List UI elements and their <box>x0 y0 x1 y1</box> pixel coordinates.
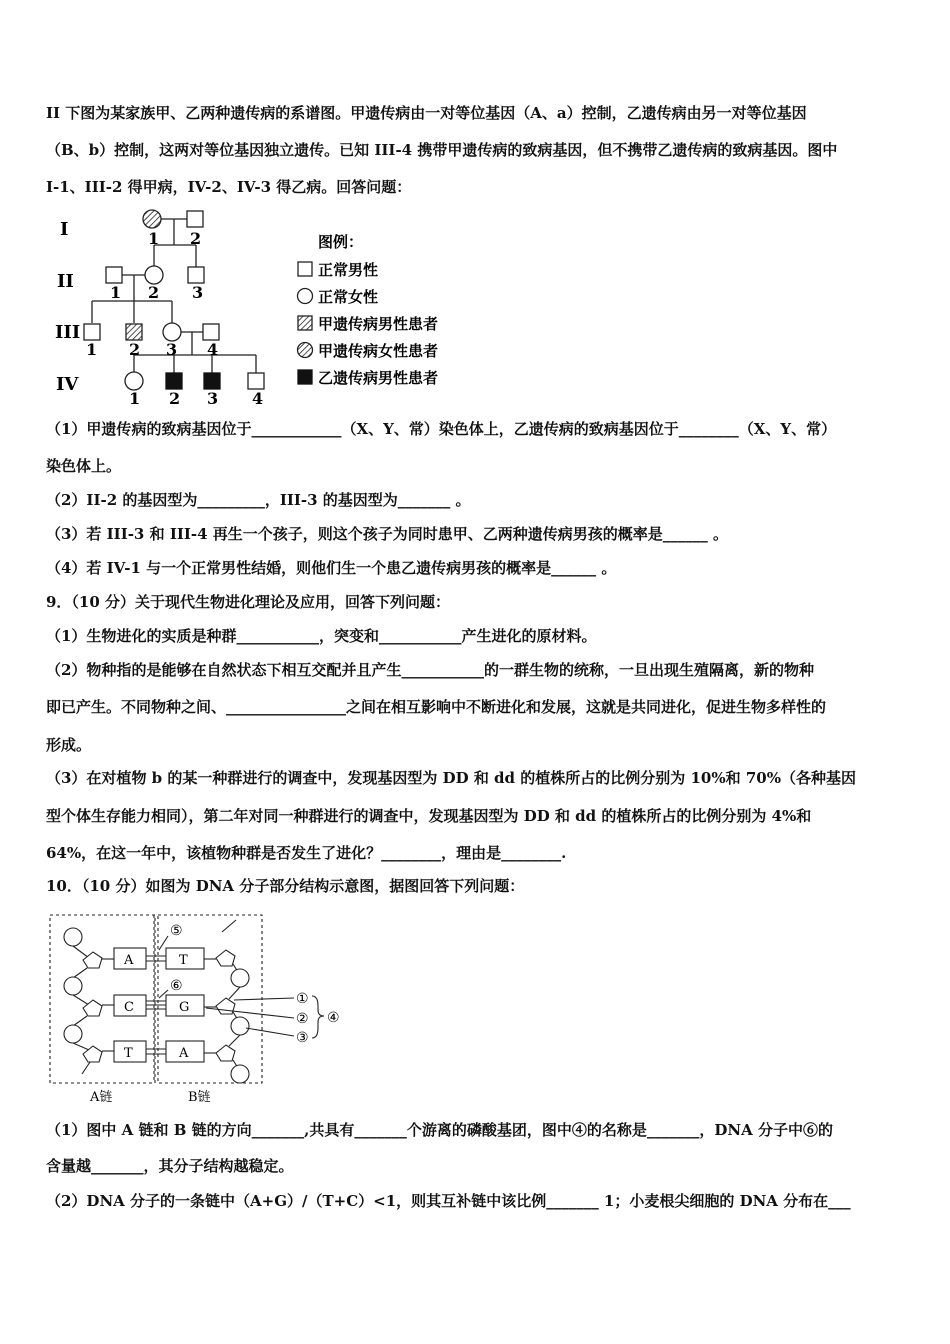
III-1-label: 1 <box>86 340 98 359</box>
legend-yi-male-icon <box>298 370 312 384</box>
a-chain-base-3: T <box>124 1046 133 1061</box>
q8-line-5: （4）若 IV-1 与一个正常男性结婚，则他们生一个患乙遗传病男孩的概率是______ 。 <box>46 559 617 577</box>
IV-2-label: 2 <box>169 389 181 408</box>
legend-normal-male-icon <box>298 262 312 276</box>
q10-line-2: 含量越_______，其分子结构越稳定。 <box>46 1157 294 1175</box>
q9-line-3: 即已产生。不同物种之间、________________之间在相互影响中不断进化和发展，这就是共同进化，促进生物多样性的 <box>46 698 827 716</box>
III-1-normal-male <box>84 324 100 340</box>
dna-structure-diagram <box>46 910 366 1110</box>
III-4-normal-male <box>203 324 219 340</box>
I-1-label: 1 <box>148 229 160 248</box>
b-chain-label: B链 <box>188 1090 211 1105</box>
marker-3: ③ <box>296 1030 309 1046</box>
pedigree-chart <box>46 205 476 410</box>
legend-normal-female-icon <box>298 289 313 304</box>
a-chain-label: A链 <box>90 1090 113 1105</box>
III-2-label: 2 <box>129 340 141 359</box>
marker-2: ② <box>296 1011 309 1027</box>
legend-title: 图例： <box>318 233 364 251</box>
intro-line-2: （B、b）控制，这两对等位基因独立遗传。已知 III-4 携带甲遗传病的致病基因，但不携带乙遗传病的致病基因。图中 <box>46 141 838 159</box>
b-chain-base-1: T <box>179 953 188 968</box>
q8-line-4: （3）若 III-3 和 III-4 再生一个孩子，则这个孩子为同时患甲、乙两种遗传病男孩的概率是______ 。 <box>46 525 728 543</box>
marker-6: ⑥ <box>170 978 183 994</box>
marker-4: ④ <box>327 1010 340 1026</box>
legend-item-normal-female: 正常女性 <box>318 288 379 306</box>
I-2-label: 2 <box>190 229 202 248</box>
q8-line-2: 染色体上。 <box>46 457 122 475</box>
q8-line-3: （2）II-2 的基因型为_________，III-3 的基因型为_______ 。 <box>46 491 471 509</box>
II-3-normal-male <box>188 267 204 283</box>
IV-2-affected-male <box>166 373 182 389</box>
generation-label-II: II <box>57 271 74 292</box>
III-2-affected-male <box>126 324 142 340</box>
generation-label-III: III <box>55 322 81 343</box>
a-chain-base-1: A <box>124 953 134 968</box>
marker-5: ⑤ <box>170 923 183 939</box>
legend-jia-female-icon <box>298 343 313 358</box>
generation-label-I: I <box>60 219 69 240</box>
intro-line-3: I-1、III-2 得甲病，IV-2、IV-3 得乙病。回答问题： <box>46 178 412 196</box>
IV-4-normal-male <box>248 373 264 389</box>
II-1-label: 1 <box>110 283 122 302</box>
I-2-normal-male <box>187 211 203 227</box>
a-chain-base-2: C <box>124 1000 134 1015</box>
II-3-label: 3 <box>192 283 204 302</box>
generation-label-IV: IV <box>56 374 79 395</box>
q9-line-4: 形成。 <box>46 736 92 754</box>
q10-header: 10．（10 分）如图为 DNA 分子部分结构示意图，据图回答下列问题： <box>46 877 525 895</box>
b-chain-base-2: G <box>179 1000 190 1015</box>
q9-line-7: 64%，在这一年中，该植物种群是否发生了进化？________，理由是________. <box>46 844 567 862</box>
q9-line-6: 型个体生存能力相同），第二年对同一种群进行的调查中，发现基因型为 DD 和 dd 的植株所占的比例分别为 4%和 <box>46 807 812 825</box>
q8-line-1: （1）甲遗传病的致病基因位于____________（X、Y、常）染色体上，乙遗传病的致病基因位于________（X、Y、常） <box>46 420 837 438</box>
III-4-label: 4 <box>207 340 219 359</box>
III-3-normal-female <box>163 323 181 341</box>
IV-3-label: 3 <box>207 389 219 408</box>
IV-1-label: 1 <box>129 389 141 408</box>
legend-item-jia-female: 甲遗传病女性患者 <box>318 342 439 360</box>
q9-line-5: （3）在对植物 b 的某一种群进行的调查中，发现基因型为 DD 和 dd 的植株所占的比例分别为 10%和 70%（各种基因 <box>46 769 856 787</box>
II-2-normal-female <box>145 266 163 284</box>
q9-header: 9．（10 分）关于现代生物进化理论及应用，回答下列问题： <box>46 593 451 611</box>
IV-1-normal-female <box>125 372 143 390</box>
II-2-label: 2 <box>148 283 160 302</box>
I-1-affected-female <box>143 210 161 228</box>
marker-1: ① <box>296 991 309 1007</box>
q10-line-1: （1）图中 A 链和 B 链的方向_______,共具有_______个游离的磷酸基团，图中④的名称是_______，DNA 分子中⑥的 <box>46 1121 833 1139</box>
legend-item-jia-male: 甲遗传病男性患者 <box>318 315 439 333</box>
legend-item-normal-male: 正常男性 <box>318 261 379 279</box>
legend-item-yi-male: 乙遗传病男性患者 <box>318 369 439 387</box>
q9-line-1: （1）生物进化的实质是种群___________，突变和___________产生进化的原材料。 <box>46 627 597 645</box>
II-1-normal-male <box>106 267 122 283</box>
IV-3-affected-male <box>204 373 220 389</box>
q10-line-3: （2）DNA 分子的一条链中（A+G）/（T+C）<1，则其互补链中该比例_______ 1；小麦根尖细胞的 DNA 分布在___ <box>46 1192 851 1210</box>
q9-line-2: （2）物种指的是能够在自然状态下相互交配并且产生___________的一群生物的统称，一旦出现生殖隔离，新的物种 <box>46 661 814 679</box>
intro-line-1: II 下图为某家族甲、乙两种遗传病的系谱图。甲遗传病由一对等位基因（A、a）控制，乙遗传病由另一对等位基因 <box>46 104 807 122</box>
IV-4-label: 4 <box>252 389 264 408</box>
III-3-label: 3 <box>166 340 178 359</box>
legend-jia-male-icon <box>298 316 312 330</box>
b-chain-base-3: A <box>179 1046 189 1061</box>
